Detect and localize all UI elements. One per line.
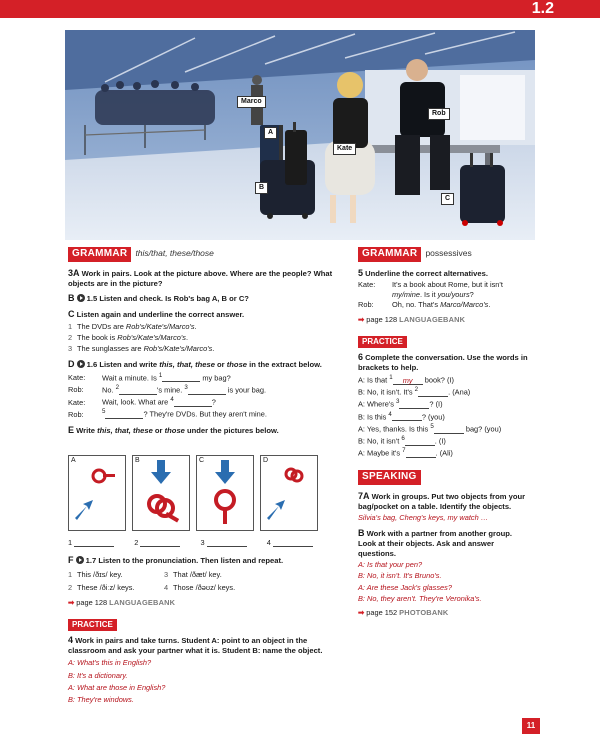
audio-play-icon[interactable] [77,294,85,302]
dialog-line: B: They're windows. [68,695,134,705]
example-text: Silvia's bag, Cheng's keys, my watch … [358,512,489,522]
label-kate: Kate [333,143,356,155]
dialog-line: B: No, it isn't. It's $^2$ . (Ana) [358,386,471,397]
practice-heading: PRACTICE [68,619,117,631]
question-3e: E Write this, that, these or those under the pictures below. [68,425,279,436]
answer-blank[interactable] [405,437,435,446]
label-bag-c: C [441,193,454,205]
keys-near-icon [133,456,189,530]
dialog-line: A: Is that $^1$ my book? (I) [358,373,454,385]
dialog-line: Rob: $^5$ ? They're DVDs. But they aren't mine. [68,408,267,419]
dialog-line: A: Are these Jack's glasses? [358,582,452,592]
grammar-heading: GRAMMAR [68,247,131,262]
answer-blank[interactable] [392,412,422,421]
answer-blank[interactable] [119,386,157,395]
question-3d: D 1.6 Listen and write this, that, these or those in the extract below. [68,358,322,369]
airport-illustration [65,30,535,240]
dialog-line: Rob: Oh, no. That's Marco/Marco's. [358,300,491,310]
answer-blank[interactable] [162,373,200,382]
answer-blank[interactable] [207,538,247,547]
languagebank-link[interactable]: ➡ page 128 LANGUAGEBANK [358,314,466,324]
question-7a: 7A Work in groups. Put two objects from your bag/pocket on a table. Identify the objects. [358,490,526,511]
key-near-icon [197,456,253,530]
dialog-line: A: Is that your pen? [358,560,423,570]
top-banner [0,0,600,18]
answer-blank[interactable] [74,538,114,547]
dialog-line: A: What's this in English? [68,658,152,668]
answer-blank[interactable] [406,449,436,458]
label-bag-a: A [264,127,277,139]
question-3a: 3A Work in pairs. Look at the picture above. Where are the people? What objects are in the picture? [68,267,333,288]
answer-blank[interactable]: my [393,376,423,385]
answer-blank[interactable] [188,386,226,395]
practice-heading: PRACTICE [358,336,407,348]
question-5: 5 Underline the correct alternatives. [358,267,488,278]
speaking-heading: SPEAKING [358,470,421,485]
answer-blank[interactable] [140,538,180,547]
question-6: 6 Complete the conversation. Use the words in brackets to help. [358,351,528,372]
question-4: 4 Work in pairs and take turns. Student A: point to an object in the classroom and ask your partner what it is. Student B: name the object. [68,634,323,655]
label-bag-b: B [255,182,268,194]
blanks-row: 1 2 3 4 [68,538,340,547]
dialog-line: B: No, it isn't. It's Bruno's. [358,571,442,581]
left-column [68,247,340,436]
pronunciation-row: 1 This /ðɪs/ key. 3 That /ðæt/ key. [68,570,222,579]
dialog-line: B: No, they aren't. They're Veronika's. [358,593,482,603]
arrow-right-icon: ➡ [68,597,75,607]
arrow-right-icon: ➡ [358,608,365,618]
answer-blank[interactable] [399,400,429,409]
question-3f: F 1.7 Listen to the pronunciation. Then listen and repeat. [68,554,284,565]
answer-blank[interactable] [418,388,448,397]
answer-blank[interactable] [174,398,212,407]
key-far-icon [69,456,125,530]
page-number: 11 [522,718,540,734]
arrow-right-icon: ➡ [358,314,365,324]
grammar-subtitle: possessives [425,248,472,258]
dialog-line: A: Yes, thanks. Is this $^5$ bag? (you) [358,422,502,434]
airport-scene [65,30,535,240]
left-column-lower [68,536,340,704]
languagebank-link[interactable]: ➡ page 128 LANGUAGEBANK [68,597,176,607]
dialog-line: B: It's a dictionary. [68,670,128,680]
audio-play-icon[interactable] [77,360,85,368]
right-column [358,247,530,617]
dialog-line: Kate: Wait, look. What are $^4$ ? [68,396,216,407]
dialog-line: Kate: Wait a minute. Is $^1$ my bag? [68,371,231,383]
dialog-line: A: What are those in English? [68,682,166,692]
dialog-line: B: No, it isn't $^6$ . (I) [358,435,446,446]
grammar-subtitle: this/that, these/those [135,248,214,258]
question-7b: B Work with a partner from another group. Look at their objects. Ask and answer questions. [358,528,513,558]
picture-box-c: C [196,455,254,531]
picture-box-d: D [260,455,318,531]
label-marco: Marco [237,96,266,108]
unit-number: 1.2 [531,0,554,17]
list-item: 2 The book is Rob's/Kate's/Marco's. [68,332,189,342]
pronunciation-row: 2 These /ðiːz/ keys. 4 Those /ðəʊz/ keys. [68,583,236,593]
picture-box-a: A [68,455,126,531]
dialog-line: Kate: It's a book about Rome, but it isn't my/mine. Is it you/yours? [358,280,503,299]
answer-blank[interactable] [434,425,464,434]
answer-blank[interactable] [105,410,143,419]
keys-far-icon [261,456,317,530]
grammar-heading: GRAMMAR [358,247,421,262]
label-rob: Rob [428,108,450,120]
question-3c: C Listen again and underline the correct answer. [68,309,245,320]
photobank-link[interactable]: ➡ page 152 PHOTOBANK [358,608,449,618]
dialog-line: Rob: No. $^2$ 's mine. $^3$ is your bag. [68,383,267,395]
picture-box-b: B [132,455,190,531]
dialog-line: A: Maybe it's $^7$ . (Ali) [358,447,453,458]
audio-play-icon[interactable] [76,556,84,564]
question-3b: B 1.5 Listen and check. Is Rob's bag A, B or C? [68,293,249,304]
list-item: 3 The sunglasses are Rob's/Kate's/Marco's. [68,343,215,353]
dialog-line: A: Where's $^3$ ? (I) [358,398,443,409]
dialog-line: B: Is this $^4$ ? (you) [358,410,445,422]
list-item: 1 The DVDs are Rob's/Kate's/Marco's. [68,322,197,332]
picture-boxes [68,455,318,530]
answer-blank[interactable] [273,538,313,547]
